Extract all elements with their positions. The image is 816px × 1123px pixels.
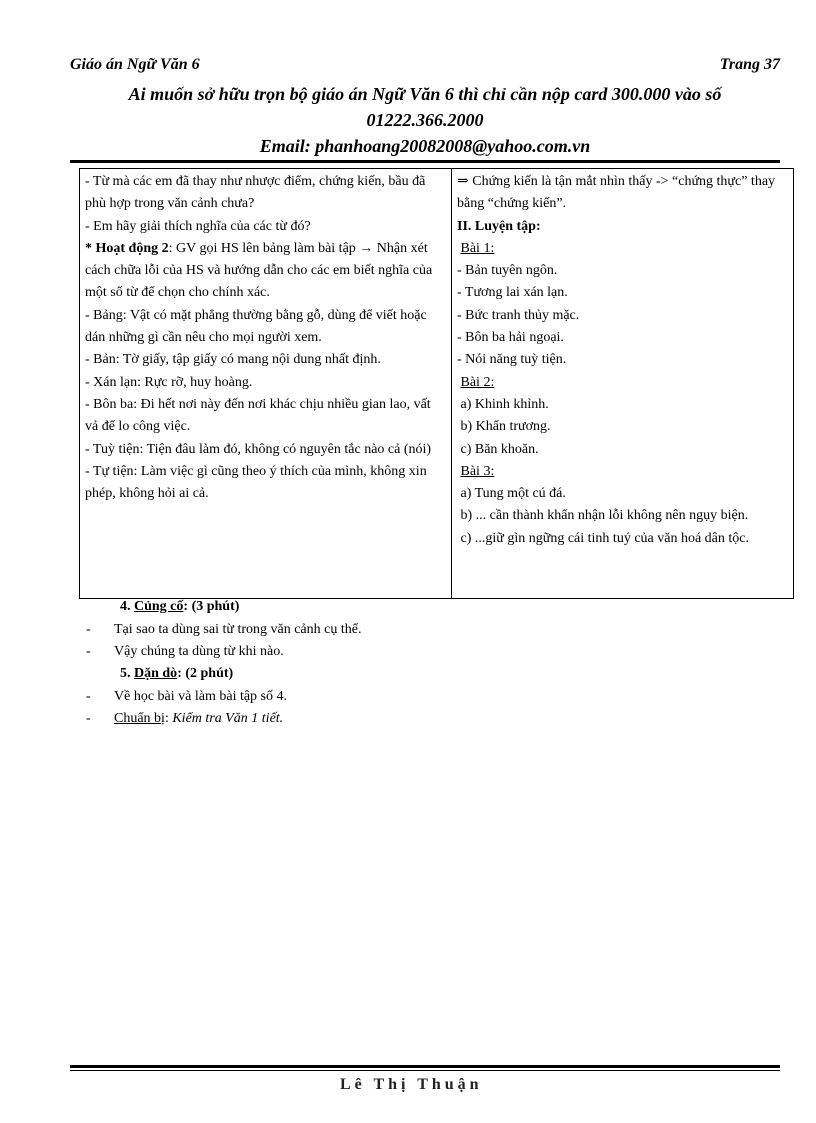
left-line-6: - Xán lạn: Rực rỡ, huy hoàng.	[85, 374, 253, 390]
footer-author: Lê Thị Thuận	[340, 1076, 483, 1093]
activity-2-label: * Hoạt động 2	[85, 240, 169, 256]
lesson-table	[79, 168, 794, 599]
header-rule	[70, 160, 780, 163]
prepare-label: Chuẩn bị	[114, 711, 165, 726]
activity-2-text: : GV gọi HS lên bảng làm bài tập → Nhận xét cách chữa lỗi của HS và hướng dẫn cho các em biết nghĩa của một số từ để chọn cho chính xác.	[85, 240, 433, 301]
exercise-1-item: - Bức tranh thủy mặc.	[457, 307, 580, 323]
header-subject: Giáo án Ngữ Văn 6	[70, 56, 200, 73]
footer-rule-thin	[70, 1070, 780, 1071]
header-phone: 01222.366.2000	[366, 110, 484, 130]
exercise-3-item: b) ... cần thành khẩn nhận lỗi không nên ngụy biện.	[460, 508, 749, 524]
left-line-8: - Tuỳ tiện: Tiện đâu làm đó, không có nguyên tắc nào cả (nói)	[85, 441, 432, 457]
left-line-2: - Em hãy giải thích nghĩa của các từ đó?	[85, 218, 311, 234]
exercise-2-heading: Bài 2:	[460, 374, 495, 390]
exercise-2-item: b) Khẩn trương.	[460, 419, 551, 435]
exercise-3-item: a) Tung một cú đá.	[460, 486, 566, 502]
left-line-4: - Bảng: Vật có mặt phẳng thường bằng gỗ, dùng để viết hoặc dán những gì cần nêu cho mọi người xem.	[85, 307, 427, 346]
practice-heading: II. Luyện tập:	[457, 218, 541, 234]
exercise-1-heading: Bài 1:	[460, 240, 495, 256]
exercise-1-item: - Tương lai xán lạn.	[457, 285, 568, 301]
section-5-title: Dặn dò	[134, 666, 178, 681]
header-page-number: Trang 37	[719, 56, 780, 73]
exercise-1-item: - Bản tuyên ngôn.	[457, 263, 558, 279]
prepare-text: Kiểm tra Văn 1 tiết.	[172, 711, 284, 726]
exercise-1-item: - Nói năng tuỳ tiện.	[457, 352, 567, 368]
header-email: Email: phanhoang20082008@yahoo.com.vn	[259, 136, 591, 156]
exercise-2-item: c) Băn khoăn.	[460, 441, 539, 457]
left-line-5: - Bản: Tờ giấy, tập giấy có mang nội dung nhất định.	[85, 352, 381, 368]
section-4-heading: 4. Củng cố: (3 phút)	[120, 599, 240, 614]
header-notice: Ai muốn sở hữu trọn bộ giáo án Ngữ Văn 6 thì chỉ cần nộp card 300.000 vào số	[128, 84, 722, 104]
left-line-7: - Bôn ba: Đi hết nơi này đến nơi khác chịu nhiều gian lao, vất vả để lo công việc.	[85, 396, 431, 435]
activity-2-paragraph	[85, 238, 446, 305]
exercise-2-item: a) Khinh khỉnh.	[460, 396, 549, 412]
teacher-activity-column	[80, 169, 452, 599]
section-5-heading: 5. Dặn dò: (2 phút)	[120, 666, 234, 681]
left-line-1: - Từ mà các em đã thay như nhược điểm, chứng kiến, bầu đã phù hợp trong văn cảnh chưa?	[85, 174, 426, 212]
left-line-9: - Tự tiện: Làm việc gì cũng theo ý thích của mình, không xin phép, không hỏi ai cả.	[85, 463, 427, 502]
section-4-title: Củng cố	[134, 599, 184, 614]
footer-rule	[70, 1065, 780, 1068]
exercise-3-heading: Bài 3:	[460, 463, 495, 479]
exercise-1-item: - Bôn ba hải ngoại.	[457, 330, 564, 346]
student-activity-column	[452, 169, 794, 599]
exercise-3-item: c) ...giữ gìn ngững cái tinh tuý của văn hoá dân tộc.	[460, 530, 749, 546]
right-line-1: ⇒ Chứng kiến là tận mắt nhìn thấy -> “chứng thực” thay bằng “chứng kiến”.	[457, 174, 776, 212]
page-header	[70, 56, 780, 78]
